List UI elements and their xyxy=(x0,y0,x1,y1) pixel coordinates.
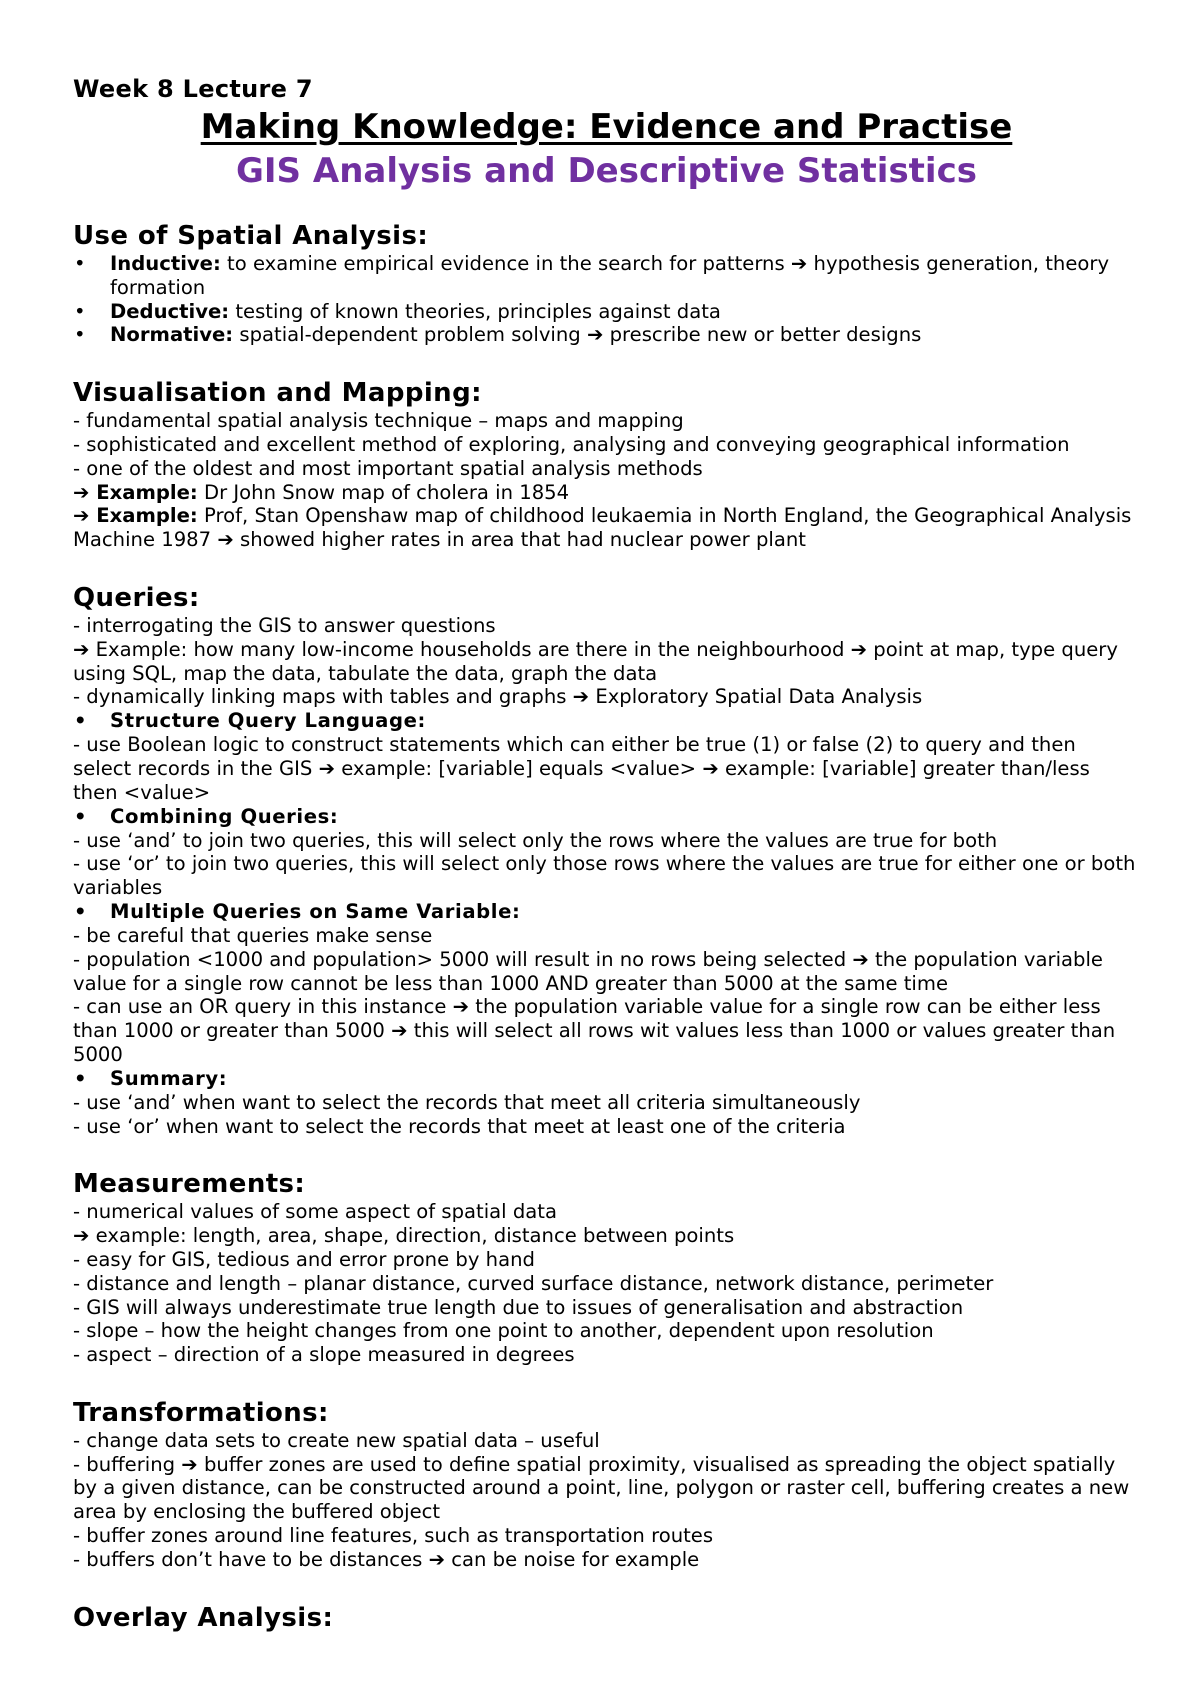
page-subtitle: GIS Analysis and Descriptive Statistics xyxy=(236,151,977,191)
term-label: Inductive: xyxy=(110,252,221,275)
text-line: - dynamically linking maps with tables and graphs ➔ Exploratory Spatial Data Analysis xyxy=(73,685,923,709)
section-heading-spatial-analysis: Use of Spatial Analysis: xyxy=(73,221,429,251)
page-title: Making Knowledge: Evidence and Practise xyxy=(200,107,1013,147)
subheading-sql xyxy=(73,709,1140,733)
term-label: Normative: xyxy=(110,323,234,347)
bullet-icon: • xyxy=(74,1066,88,1090)
bullet-icon: • xyxy=(74,709,88,733)
example-label: ➔ Example: xyxy=(73,480,198,504)
subheading-label: Multiple Queries on Same Variable: xyxy=(110,899,521,923)
subheading-label: Combining Queries: xyxy=(110,804,339,828)
section-heading-measurements: Measurements: xyxy=(73,1169,306,1200)
bullet-icon: • xyxy=(74,299,86,323)
text-line: - one of the oldest and most important spatial analysis methods xyxy=(73,456,703,480)
text-line: ➔ example: length, area, shape, direction, distance between points xyxy=(73,1224,735,1248)
bullet-icon: • xyxy=(74,899,88,923)
example-text: Prof, Stan Openshaw map of childhood leukaemia in North England, the Geographical Analysis Machine 1987 ➔ showed higher rates in area that had nuclear power plant xyxy=(73,504,1132,552)
subheading-combining xyxy=(73,805,1140,829)
text-line: - numerical values of some aspect of spatial data xyxy=(73,1200,557,1224)
term-text: testing of known theories, principles against data xyxy=(229,299,721,323)
text-line: - easy for GIS, tedious and error prone by hand xyxy=(73,1247,535,1271)
subheading-label: Structure Query Language: xyxy=(110,709,426,733)
text-line: - use ‘or’ to join two queries, this will select only those rows where the values are true for either one or both variables xyxy=(73,852,1136,900)
text-line: - use Boolean logic to construct statements which can either be true (1) or false (2) to query and then select records in the GIS ➔ example: [variable] equals <value> ➔ example: [variable] greater than/less then <value> xyxy=(73,733,1090,804)
section-heading-overlay: Overlay Analysis: xyxy=(73,1602,334,1633)
example-line xyxy=(73,504,1140,552)
list-item xyxy=(73,252,1140,300)
example-label: ➔ Example: xyxy=(73,504,198,528)
text-line: - fundamental spatial analysis technique – maps and mapping xyxy=(73,409,684,433)
list-item xyxy=(73,323,1140,347)
text-line: - be careful that queries make sense xyxy=(73,923,433,947)
section-heading-queries: Queries: xyxy=(73,582,200,613)
text-line: - buffering ➔ buffer zones are used to define spatial proximity, visualised as spreading the object spatially by a given distance, can be constructed around a point, line, polygon or raster cell, buffering creates a new area by enclosing the buffered object xyxy=(73,1452,1130,1524)
text-line: - GIS will always underestimate true length due to issues of generalisation and abstraction xyxy=(73,1295,964,1319)
example-text: Dr John Snow map of cholera in 1854 xyxy=(197,480,570,504)
example-line xyxy=(73,481,1140,505)
subheading-multiple xyxy=(73,900,1140,924)
section-heading-transformations: Transformations: xyxy=(73,1397,329,1428)
text-line: - buffer zones around line features, such as transportation routes xyxy=(73,1524,714,1548)
text-line: - slope – how the height changes from one point to another, dependent upon resolution xyxy=(73,1319,934,1343)
text-line: - can use an OR query in this instance ➔ the population variable value for a single row can be either less than 1000 or greater than 5000 ➔ this will select all rows wit values less than 1000 or values greater than 5000 xyxy=(73,995,1116,1066)
section-heading-visualisation: Visualisation and Mapping: xyxy=(73,378,482,409)
subheading-label: Summary: xyxy=(110,1066,228,1090)
subheading-summary xyxy=(73,1067,1140,1091)
text-line: - buffers don’t have to be distances ➔ can be noise for example xyxy=(73,1547,700,1571)
text-line: - use ‘and’ to join two queries, this will select only the rows where the values are true for both xyxy=(73,828,998,852)
bullet-icon: • xyxy=(74,804,88,828)
text-line: - use ‘and’ when want to select the records that meet all criteria simultaneously xyxy=(73,1090,861,1114)
text-line: - distance and length – planar distance, curved surface distance, network distance, perimeter xyxy=(73,1271,994,1295)
lecture-label: Week 8 Lecture 7 xyxy=(73,75,313,103)
text-line: ➔ Example: how many low-income households are there in the neighbourhood ➔ point at map, type query using SQL, map the data, tabulate the data, graph the data xyxy=(73,637,1118,685)
text-line: - sophisticated and excellent method of exploring, analysing and conveying geographical information xyxy=(73,432,1070,456)
text-line: - interrogating the GIS to answer questions xyxy=(73,613,496,637)
term-text: to examine empirical evidence in the search for patterns ➔ hypothesis generation, theory formation xyxy=(110,252,1110,299)
text-line: - population <1000 and population> 5000 will result in no rows being selected ➔ the population variable value for a single row cannot be less than 1000 AND greater than 5000 at the same time xyxy=(73,947,1103,995)
text-line: - use ‘or’ when want to select the records that meet at least one of the criteria xyxy=(73,1114,846,1138)
list-item xyxy=(73,300,1140,324)
bullet-icon: • xyxy=(74,323,86,347)
text-line: - change data sets to create new spatial data – useful xyxy=(73,1428,600,1452)
term-text: spatial-dependent problem solving ➔ prescribe new or better designs xyxy=(233,323,922,347)
bullet-icon: • xyxy=(74,252,86,275)
text-line: - aspect – direction of a slope measured in degrees xyxy=(73,1343,575,1367)
term-label: Deductive: xyxy=(110,299,230,323)
